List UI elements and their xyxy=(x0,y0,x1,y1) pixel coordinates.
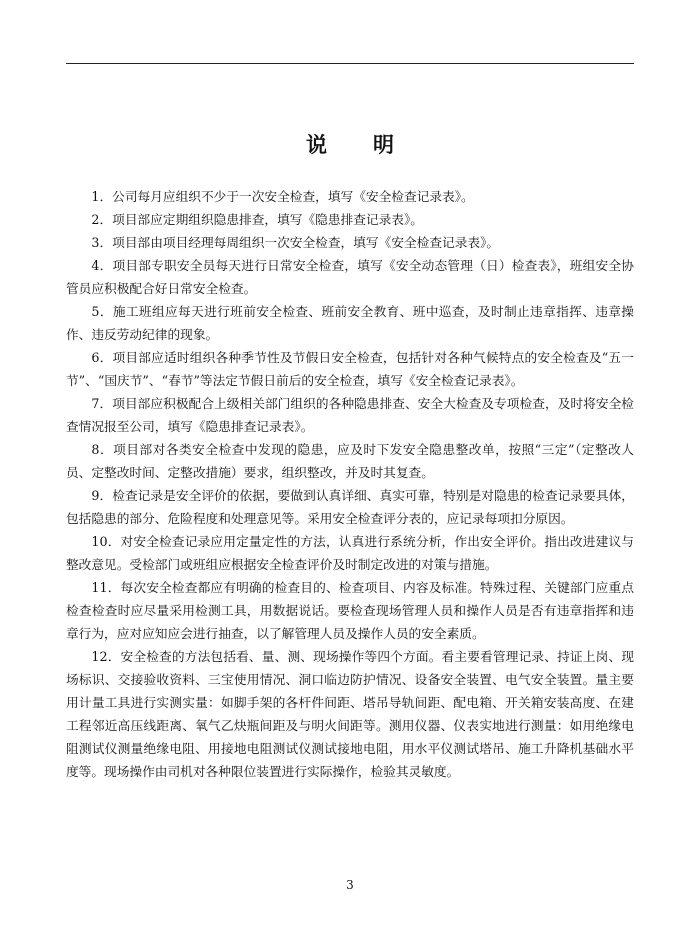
paragraph-6: 6．项目部应适时组织各种季节性及节假日安全检查，包括针对各种气候特点的安全检查及“五一节”、“国庆节”、“春节”等法定节假日前后的安全检查，填写《安全检查记录表》。 xyxy=(66,350,634,388)
page-title xyxy=(0,131,700,159)
title-char-1: 说 xyxy=(306,133,327,157)
paragraph-5: 5．施工班组应每天进行班前安全检查、班前安全教育、班中巡查，及时制止违章指挥、违章操作、违反劳动纪律的现象。 xyxy=(66,304,634,342)
paragraph-1: 1．公司每月应组织不少于一次安全检查，填写《安全检查记录表》。 xyxy=(91,189,474,204)
paragraph-8: 8．项目部对各类安全检查中发现的隐患，应及时下发安全隐患整改单，按照“三定”（定整改人员、定整改时间、定整改措施）要求，组织整改，并及时其复查。 xyxy=(66,442,634,480)
paragraph-12: 12．安全检查的方法包括看、量、测、现场操作等四个方面。看主要看管理记录、持证上岗、现场标识、交接验收资料、三宝使用情况、洞口临边防护情况、设备安全装置、电气安全装置。量主要用计量工具进行实测实量：如脚手架的各杆件间距、塔吊导轨间距、配电箱、开关箱安装高度、在建工程邻近高压线距离、氧气乙炔瓶间距及与明火间距等。测用仪器、仪表实地进行测量：如用绝缘电阻测试仪测量绝缘电阻、用接地电阻测试仪测试接地电阻，用水平仪测试塔吊、施工升降机基础水平度等。现场操作由司机对各种限位装置进行实际操作，检验其灵敏度。 xyxy=(66,649,634,779)
page-number: 3 xyxy=(346,878,354,892)
paragraph-9: 9．检查记录是安全评价的依据，要做到认真详细、真实可靠，特别是对隐患的检查记录要具体，包括隐患的部分、危险程度和处理意见等。采用安全检查评分表的，应记录每项扣分原因。 xyxy=(66,488,634,526)
instructions-body xyxy=(66,185,634,783)
paragraph-3: 3．项目部由项目经理每周组织一次安全检查，填写《安全检查记录表》。 xyxy=(91,235,500,250)
paragraph-11: 11．每次安全检查都应有明确的检查目的、检查项目、内容及标准。特殊过程、关键部门应重点检查检查时应尽量采用检测工具，用数据说话。要检查现场管理人员和操作人员是否有违章指挥和违章行为，应对应知应会进行抽查，以了解管理人员及操作人员的安全素质。 xyxy=(66,580,634,641)
paragraph-10: 10．对安全检查记录应用定量定性的方法，认真进行系统分析，作出安全评价。指出改进建议与整改意见。受检部门或班组应根据安全检查评价及时制定改进的对策与措施。 xyxy=(66,534,634,572)
paragraph-7: 7．项目部应积极配合上级相关部门组织的各种隐患排查、安全大检查及专项检查，及时将安全检查情况报至公司，填写《隐患排查记录表》。 xyxy=(66,396,634,434)
title-char-2: 明 xyxy=(373,133,394,157)
header-rule xyxy=(66,63,634,64)
paragraph-4: 4．项目部专职安全员每天进行日常安全检查，填写《安全动态管理（日）检查表》，班组安全协管员应积极配合好日常安全检查。 xyxy=(66,258,634,296)
paragraph-2: 2．项目部应定期组织隐患排查，填写《隐患排查记录表》。 xyxy=(91,212,423,227)
